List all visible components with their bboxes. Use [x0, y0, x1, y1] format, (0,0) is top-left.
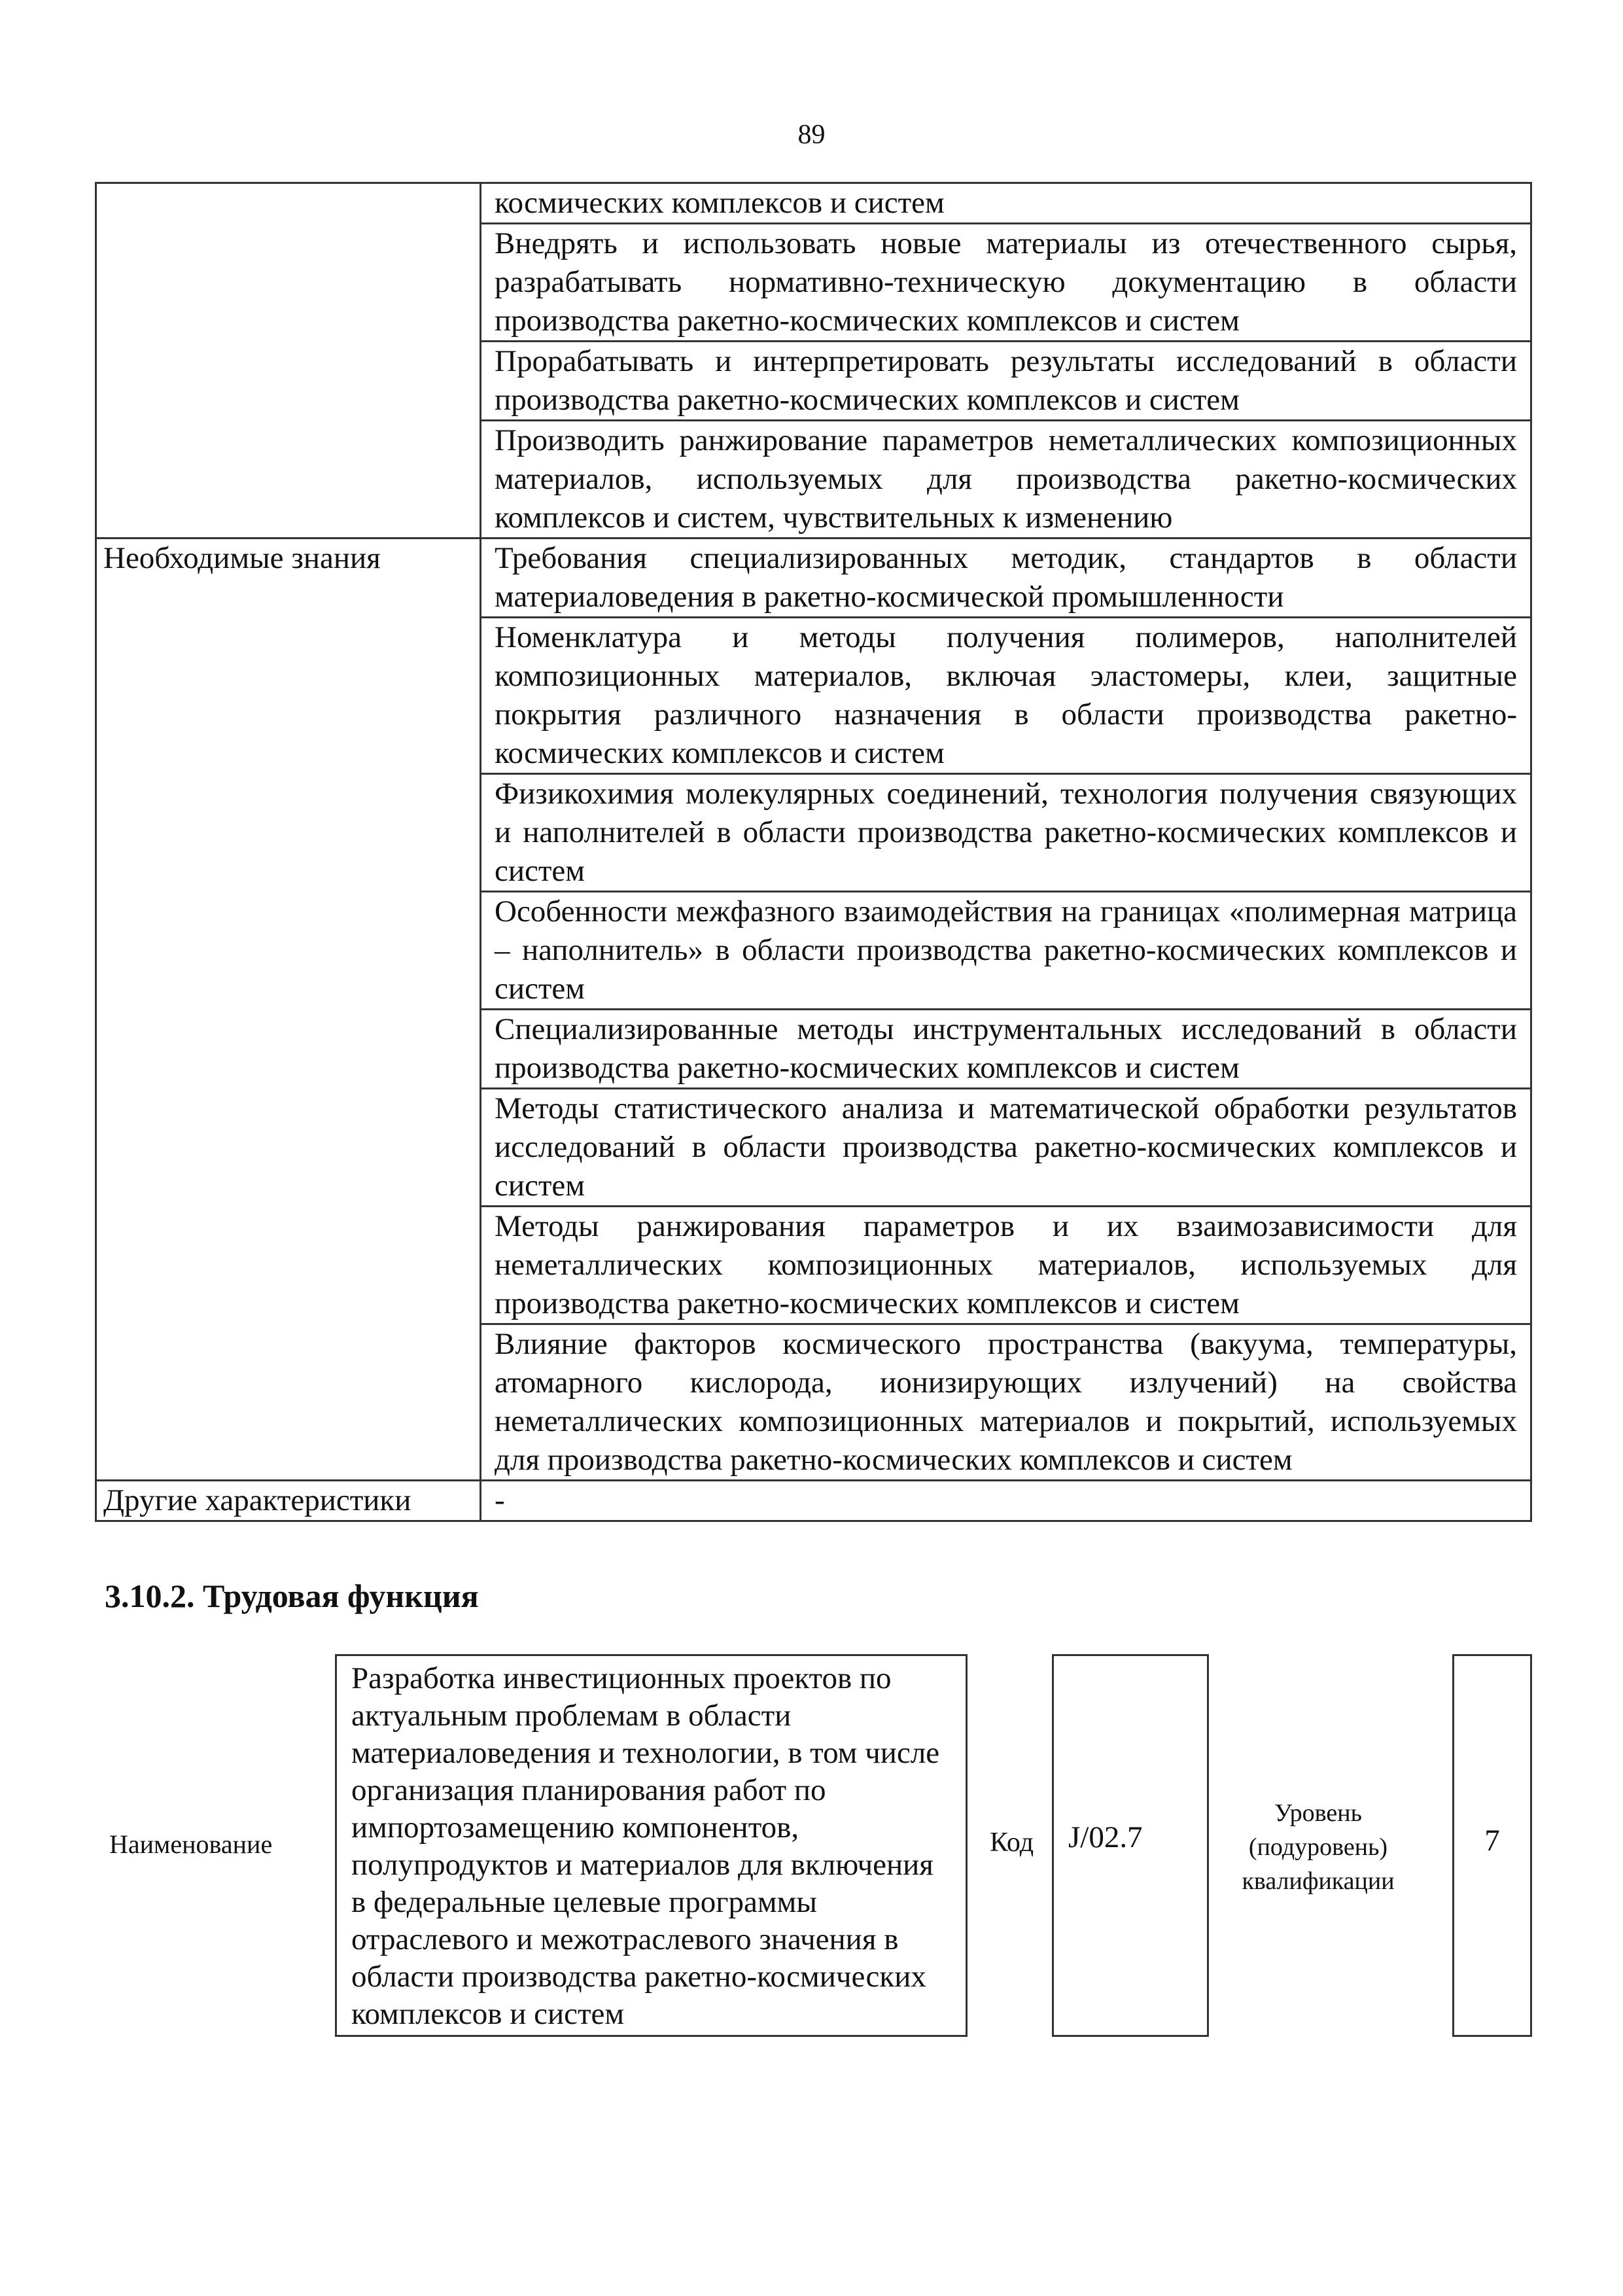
table-row	[96, 224, 1531, 342]
code-label: Код	[990, 1828, 1034, 1858]
skill-item: космических комплексов и систем	[481, 183, 1531, 224]
page-number: 89	[797, 120, 826, 150]
qualification-level-label: Уровень (подуровень) квалификации	[1242, 1799, 1395, 1895]
knowledge-item: Специализированные методы инструментальных исследований в области производства ракетно-космических комплексов и систем	[481, 1010, 1531, 1089]
other-value: -	[481, 1481, 1531, 1521]
qualification-level: 7	[1452, 1654, 1532, 2037]
skill-item: Прорабатывать и интерпретировать результаты исследований в области производства ракетно-космических комплексов и систем	[481, 342, 1531, 421]
knowledge-item: Методы статистического анализа и математической обработки результатов исследований в области производства ракетно-космических комплексов и систем	[481, 1089, 1531, 1207]
empty-label-cell	[96, 1207, 481, 1324]
requirements-table	[95, 182, 1532, 1522]
table-row	[96, 774, 1531, 892]
labor-function-code: J/02.7	[1052, 1654, 1209, 2037]
table-row	[96, 1010, 1531, 1089]
knowledge-item: Номенклатура и методы получения полимеров, наполнителей композиционных материалов, включая эластомеры, клеи, защитные покрытия различного назначения в области производства ракетно-космических комплексов и систем	[481, 618, 1531, 774]
empty-label-cell	[96, 421, 481, 539]
empty-label-cell	[96, 774, 481, 892]
empty-label-cell	[96, 1089, 481, 1207]
table-row	[96, 539, 1531, 618]
table-row	[96, 183, 1531, 224]
table-row	[96, 1089, 1531, 1207]
knowledge-item: Особенности межфазного взаимодействия на границах «полимерная матрица – наполнитель» в области производства ракетно-космических комплексов и систем	[481, 892, 1531, 1010]
labor-function-name: Разработка инвестиционных проектов по актуальным проблемам в области материаловедения и технологии, в том числе организация планирования работ по импортозамещению компонентов, полупродуктов и материалов для включения в федеральные целевые программы отраслевого и межотраслевого значения в области производства ракетно-космических комплексов и систем	[335, 1654, 968, 2037]
name-label: Наименование	[109, 1829, 273, 1859]
skill-item: Производить ранжирование параметров неметаллических композиционных материалов, используемых для производства ракетно-космических комплексов и систем, чувствительных к изменению	[481, 421, 1531, 539]
empty-label-cell	[96, 342, 481, 421]
knowledge-item: Физикохимия молекулярных соединений, технология получения связующих и наполнителей в области производства ракетно-космических комплексов и систем	[481, 774, 1531, 892]
table-row	[96, 618, 1531, 774]
empty-label-cell	[96, 183, 481, 224]
knowledge-item: Методы ранжирования параметров и их взаимозависимости для неметаллических композиционных материалов, используемых для производства ракетно-космических комплексов и систем	[481, 1207, 1531, 1324]
empty-label-cell	[96, 224, 481, 342]
table-row	[96, 342, 1531, 421]
empty-label-cell	[96, 618, 481, 774]
skill-item: Внедрять и использовать новые материалы из отечественного сырья, разрабатывать нормативно-техническую документацию в области производства ракетно-космических комплексов и систем	[481, 224, 1531, 342]
table-row	[96, 892, 1531, 1010]
knowledge-item: Требования специализированных методик, стандартов в области материаловедения в ракетно-космической промышленности	[481, 539, 1531, 618]
knowledge-label: Необходимые знания	[96, 539, 481, 618]
table-row	[96, 1481, 1531, 1521]
empty-label-cell	[96, 892, 481, 1010]
table-row	[96, 421, 1531, 539]
empty-label-cell	[96, 1324, 481, 1481]
table-row	[96, 1324, 1531, 1481]
table-row	[96, 1207, 1531, 1324]
empty-label-cell	[96, 1010, 481, 1089]
section-title: 3.10.2. Трудовая функция	[105, 1578, 479, 1614]
knowledge-item: Влияние факторов космического пространства (вакуума, температуры, атомарного кислорода, ионизирующих излучений) на свойства неметаллических композиционных материалов и покрытий, используемых для производства ракетно-космических комплексов и систем	[481, 1324, 1531, 1481]
other-label: Другие характеристики	[96, 1481, 481, 1521]
